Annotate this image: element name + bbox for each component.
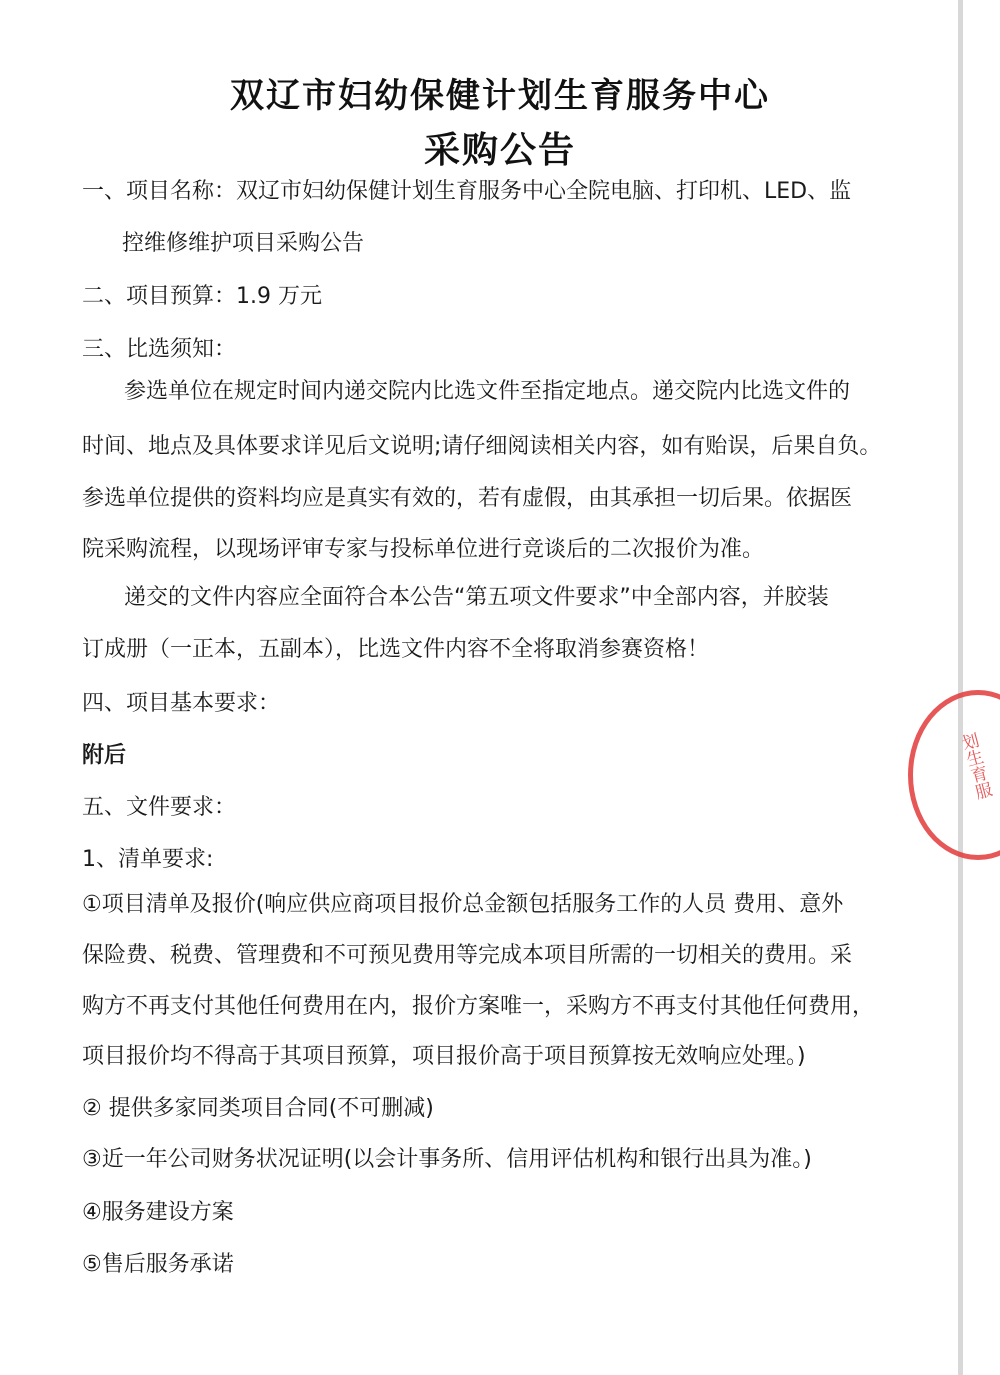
- official-seal-text: 划生育服: [956, 730, 994, 802]
- item1-line1: ①项目清单及报价(响应供应商项目报价总金额包括服务工作的人员 费用、意外: [82, 892, 844, 917]
- document-title: 双辽市妇幼保健计划生育服务中心: [230, 76, 770, 116]
- notice-para1-line4: 院采购流程，以现场评审专家与投标单位进行竞谈后的二次报价为准。: [82, 537, 765, 562]
- item3: ③近一年公司财务状况证明(以会计事务所、信用评估机构和银行出具为准。): [82, 1147, 812, 1172]
- item5: ⑤售后服务承诺: [82, 1252, 234, 1277]
- notice-para2-line2: 订成册（一正本，五副本），比选文件内容不全将取消参赛资格！: [82, 637, 710, 662]
- notice-para1-line3: 参选单位提供的资料均应是真实有效的，若有虚假，由其承担一切后果。依据医: [82, 486, 853, 511]
- scan-edge: [958, 0, 963, 1375]
- item1-line3: 购方不再支付其他任何费用在内，报价方案唯一，采购方不再支付其他任何费用，: [82, 994, 875, 1019]
- item2: ② 提供多家同类项目合同(不可删减): [82, 1096, 434, 1121]
- item1-line2: 保险费、税费、管理费和不可预见费用等完成本项目所需的一切相关的费用。采: [82, 943, 853, 968]
- list-requirements-heading: 1、清单要求:: [82, 847, 214, 872]
- notice-para2-line1: 递交的文件内容应全面符合本公告“第五项文件要求”中全部内容，并胶装: [124, 585, 829, 610]
- section-heading-requirements: 四、项目基本要求：: [82, 691, 281, 716]
- notice-para1-line1: 参选单位在规定时间内递交院内比选文件至指定地点。递交院内比选文件的: [124, 379, 851, 404]
- item4: ④服务建设方案: [82, 1200, 234, 1225]
- project-name-line2: 控维修维护项目采购公告: [122, 231, 365, 256]
- budget-line: 二、项目预算：1.9 万元: [82, 284, 322, 309]
- section-heading-notice: 三、比选须知：: [82, 337, 237, 362]
- attached-note: 附后: [82, 743, 127, 768]
- section-heading-documents: 五、文件要求：: [82, 795, 237, 820]
- item1-line4: 项目报价均不得高于其项目预算，项目报价高于项目预算按无效响应处理。): [82, 1044, 806, 1069]
- document-subtitle: 采购公告: [423, 129, 576, 171]
- notice-para1-line2: 时间、地点及具体要求详见后文说明;请仔细阅读相关内容，如有贻误，后果自负。: [82, 434, 882, 459]
- project-name-line1: 一、项目名称：双辽市妇幼保健计划生育服务中心全院电脑、打印机、LED、监: [82, 179, 852, 204]
